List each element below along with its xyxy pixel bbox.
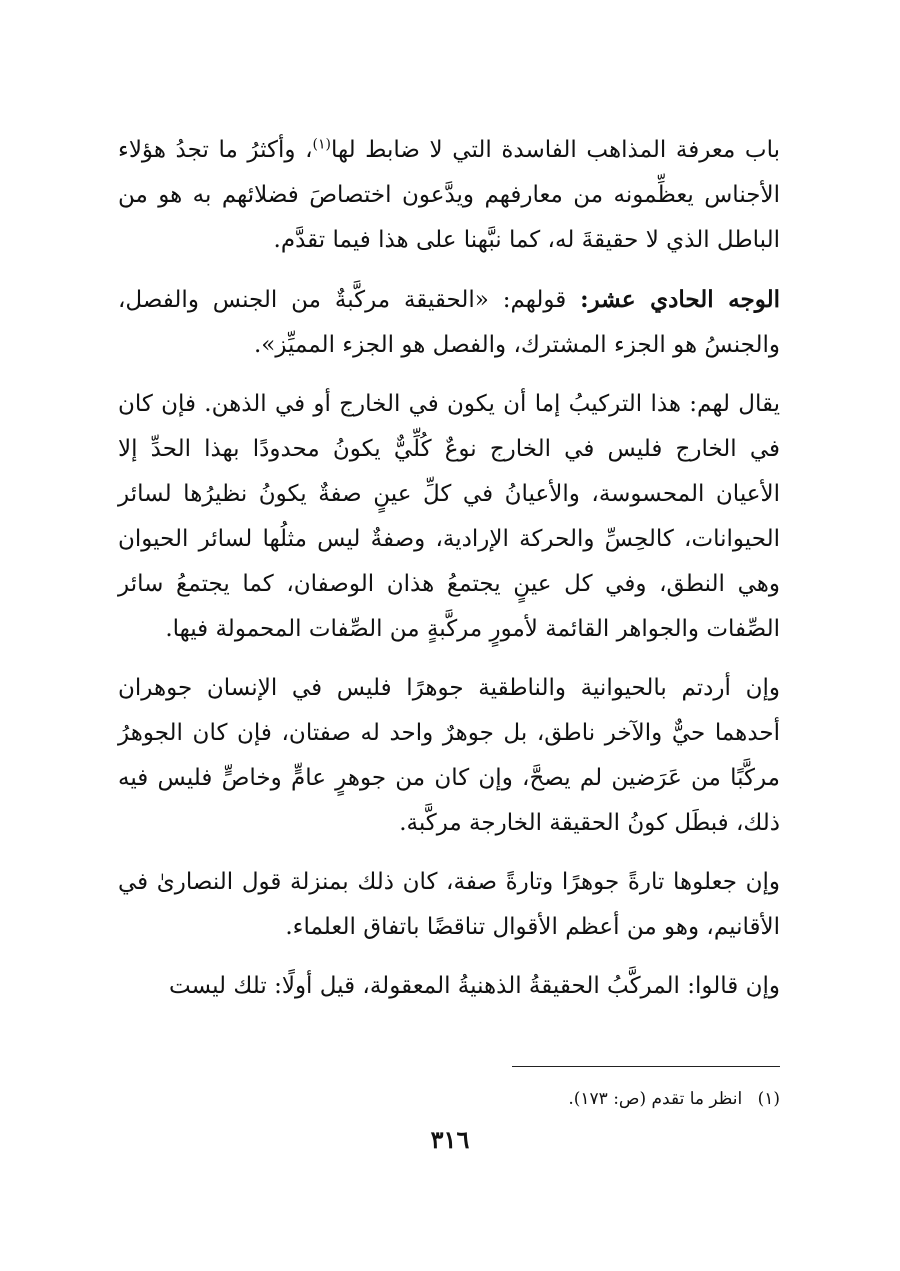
- paragraph-text: يقال لهم: هذا التركيبُ إما أن يكون في الخارج أو في الذهن. فإن كان في الخارج فليس في الخارج نوعٌ كُلِّيٌّ يكونُ محدودًا بهذا الحدِّ إلا الأعيان المحسوسة، والأعيانُ في كلِّ عينٍ صفةٌ يكونُ نظيرُها لسائر الحيوانات، كالحِسِّ والحركة الإرادية، وصفةٌ ليس مثلُها لسائر الحيوان وهي النطق، وفي كل عينٍ يجتمعُ هذان الوصفان، كما يجتمعُ سائر الصِّفات والجواهر القائمة لأمورٍ مركَّبةٍ من الصِّفات المحمولة فيها.: [118, 391, 780, 642]
- page-number: ٣١٦: [430, 1125, 470, 1154]
- paragraph-text: وإن أردتم بالحيوانية والناطقية جوهرًا فليس في الإنسان جوهران أحدهما حيٌّ والآخر ناطق، بل جوهرٌ واحد له صفتان، فإن كان الجوهرُ مركَّبًا من عَرَضين لم يصحَّ، وإن كان من جوهرٍ عامٍّ وخاصٍّ فليس فيه ذلك، فبطَل كونُ الحقيقة الخارجة مركَّبة.: [118, 675, 780, 836]
- paragraph-text: قولهم: «الحقيقة مركَّبةٌ من الجنس والفصل، والجنسُ هو الجزء المشترك، والفصل هو الجزء المميِّز».: [118, 287, 780, 358]
- paragraph-text: وإن قالوا: المركَّبُ الحقيقةُ الذهنيةُ المعقولة، قيل أولًا: تلك ليست: [169, 973, 780, 999]
- footnote-text: انظر ما تقدم (ص: ١٧٣).: [568, 1089, 743, 1109]
- footnote-divider: [512, 1066, 780, 1067]
- section-heading: الوجه الحادي عشر:: [580, 286, 781, 313]
- paragraph-1: [118, 128, 780, 263]
- footnote: [430, 1086, 780, 1112]
- paragraph-text: باب معرفة المذاهب الفاسدة التي لا ضابط لها: [330, 137, 780, 163]
- footnote-reference: (١): [312, 136, 331, 153]
- main-text: [118, 128, 780, 1023]
- paragraph-2: [118, 277, 780, 368]
- paragraph-5: [118, 860, 780, 950]
- paragraph-text: ، وأكثرُ ما تجدُ هؤلاء الأجناس يعظِّمونه من معارفهم ويدَّعون اختصاصَ فضلائهم به هو من الباطل الذي لا حقيقةَ له، كما نبَّهنا على هذا فيما تقدَّم.: [118, 137, 780, 253]
- footnote-number: (١): [757, 1089, 780, 1109]
- paragraph-4: [118, 666, 780, 846]
- paragraph-text: وإن جعلوها تارةً جوهرًا وتارةً صفة، كان ذلك بمنزلة قول النصارىٰ في الأقانيم، وهو من أعظم الأقوال تناقضًا باتفاق العلماء.: [118, 869, 780, 940]
- paragraph-6: [118, 964, 780, 1009]
- paragraph-3: [118, 382, 780, 652]
